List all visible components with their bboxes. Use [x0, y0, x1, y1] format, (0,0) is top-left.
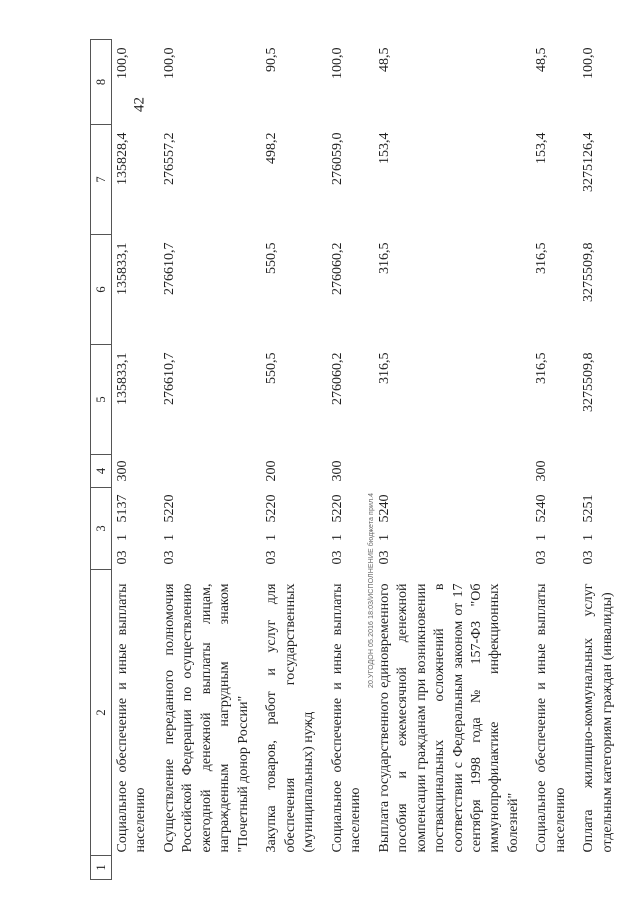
row-executed: 153,4 — [534, 132, 550, 164]
row-section: 03 — [115, 550, 130, 565]
row-type: 300 — [534, 460, 550, 482]
budget-table — [90, 39, 625, 880]
row-code: 5137 — [115, 494, 130, 523]
row-description: Осуществление переданного полномочия Российской Федерации по осуществлению ежегодной денежной выплаты лицам, награжденным нагрудным знаком "Почетный донор России" — [161, 583, 251, 853]
row-description: Оплата жилищно-коммунальных услуг отдельным категориям граждан (инвалиды) — [581, 583, 615, 853]
row-description: Закупка товаров, работ и услуг для обеспечения государственных (муниципальных) нужд — [264, 583, 317, 853]
table-row — [327, 39, 374, 879]
row-percent: 48,5 — [534, 47, 550, 72]
row-section: 03 — [161, 550, 177, 565]
row-executed: 3275126,4 — [581, 132, 597, 192]
row-subsection: 1 — [329, 534, 345, 541]
row-executed: 498,2 — [264, 132, 280, 164]
row-executed: 276557,2 — [161, 132, 177, 185]
table-row — [261, 39, 326, 879]
row-plan: 276610,7 — [161, 352, 177, 405]
header-col-3: 3 — [91, 487, 112, 569]
header-col-2: 2 — [91, 570, 112, 856]
row-executed: 135828,4 — [115, 132, 130, 185]
row-plan: 550,5 — [264, 352, 280, 384]
row-subsection: 1 — [161, 534, 177, 541]
header-col-8: 8 — [91, 39, 112, 124]
header-col-7: 7 — [91, 124, 112, 234]
header-col-5: 5 — [91, 344, 112, 454]
header-col-6: 6 — [91, 234, 112, 344]
row-subsection: 1 — [115, 534, 130, 541]
row-refined: 316,5 — [534, 242, 550, 274]
row-refined: 276060,2 — [329, 242, 345, 295]
row-code: 5251 — [581, 494, 597, 523]
row-description: Социальное обеспечение и иные выплаты населению — [115, 583, 149, 853]
row-refined: 276610,7 — [161, 242, 177, 295]
table-row — [159, 39, 261, 879]
footer-stamp: 20.УГОДОН 05.2016 18:03/ИСПОЛНЕНИЕ бюджета прил.4 — [368, 492, 375, 688]
header-col-1: 1 — [91, 856, 112, 880]
row-subsection: 1 — [264, 534, 280, 541]
row-code: 5220 — [161, 494, 177, 523]
table-header-row — [91, 39, 112, 879]
row-description: Социальное обеспечение и иные выплаты населению — [534, 583, 568, 853]
row-section: 03 — [264, 550, 280, 565]
row-code: 5240 — [376, 494, 392, 523]
row-plan: 135833,1 — [115, 352, 130, 405]
row-executed: 153,4 — [376, 132, 392, 164]
row-type: 300 — [329, 460, 345, 482]
row-percent: 90,5 — [264, 47, 280, 72]
row-section: 03 — [534, 550, 550, 565]
row-section: 03 — [329, 550, 345, 565]
table-row — [112, 39, 159, 879]
row-plan: 316,5 — [376, 352, 392, 384]
row-percent: 100,0 — [329, 47, 345, 79]
row-percent: 100,0 — [161, 47, 177, 79]
row-type: 200 — [264, 460, 280, 482]
row-section: 03 — [376, 550, 392, 565]
row-code: 5220 — [329, 494, 345, 523]
row-executed: 276059,0 — [329, 132, 345, 185]
table-row — [531, 39, 578, 879]
row-code: 5240 — [534, 494, 550, 523]
row-subsection: 1 — [376, 534, 392, 541]
row-code: 5220 — [264, 494, 280, 523]
row-refined: 316,5 — [376, 242, 392, 274]
header-col-4: 4 — [91, 454, 112, 487]
row-plan: 316,5 — [534, 352, 550, 384]
row-description: Социальное обеспечение и иные выплаты населению — [329, 583, 364, 853]
page-number: 42 — [131, 97, 148, 112]
row-type: 300 — [115, 460, 130, 482]
row-percent: 48,5 — [376, 47, 392, 72]
row-plan: 3275509,8 — [581, 352, 597, 412]
row-refined: 550,5 — [264, 242, 280, 274]
table-row — [374, 39, 532, 879]
rotated-page-content — [90, 40, 615, 880]
row-refined: 135833,1 — [115, 242, 130, 295]
row-plan: 276060,2 — [329, 352, 345, 405]
row-refined: 3275509,8 — [581, 242, 597, 302]
table-row — [578, 39, 625, 879]
row-section: 03 — [581, 550, 597, 565]
row-type — [159, 454, 261, 487]
row-subsection: 1 — [534, 534, 550, 541]
row-description: Выплата государственного единовременного пособия и ежемесячной денежной компенсации гражданам при возникновении поствакцинальных осложнений в соответствии с Федеральным законом от 17 сентября 1998 года № 157-ФЗ "Об иммунопрофилактике инфекционных болезней" — [376, 583, 521, 853]
row-type — [374, 454, 532, 487]
row-percent: 100,0 — [115, 47, 130, 79]
row-subsection: 1 — [581, 534, 597, 541]
row-type — [578, 454, 625, 487]
row-percent: 100,0 — [581, 47, 597, 79]
